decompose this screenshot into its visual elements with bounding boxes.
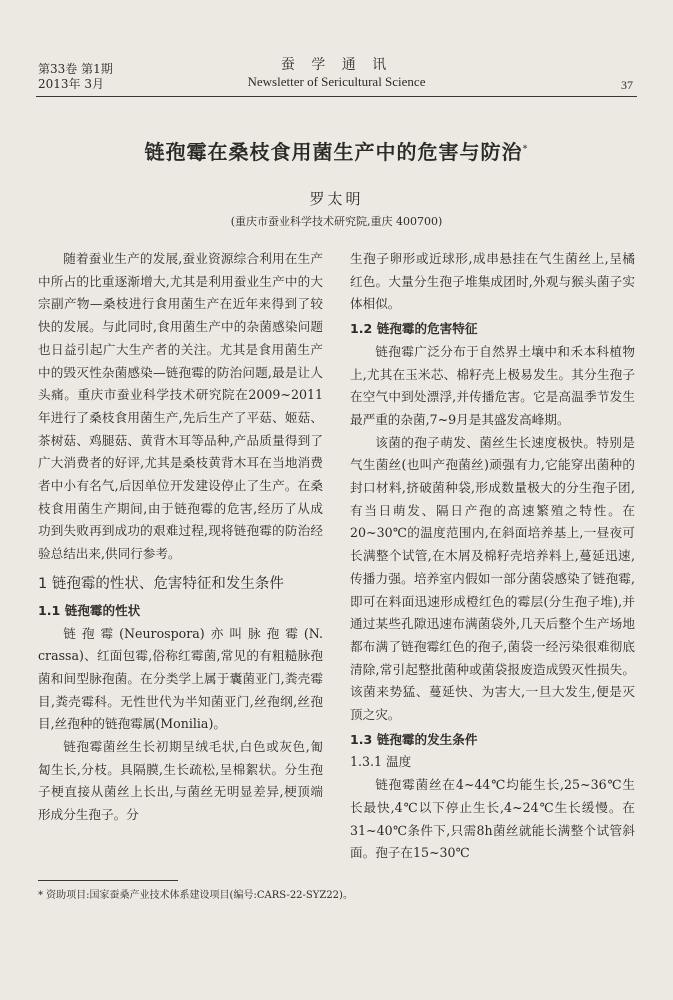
right-column	[350, 248, 635, 865]
journal-name	[200, 56, 473, 90]
paragraph-1-3-1: 链孢霉菌丝在4~44℃均能生长,25~36℃生长最快,4℃以下停止生长,4~24℃生长缓慢。在31~40℃条件下,只需8h菌丝就能长满整个试管斜面。孢子在15~30℃	[350, 777, 635, 861]
funding-footnote: * 资助项目:国家蚕桑产业技术体系建设项目(编号:CARS-22-SYZ22)。	[38, 890, 353, 901]
left-column	[38, 248, 323, 827]
article-title	[0, 136, 673, 165]
journal-issue-info	[38, 62, 113, 92]
journal-name-en: Newsletter of Sericultural Science	[247, 74, 426, 89]
issue-date: 2013年 3月	[38, 77, 104, 91]
footnote-divider	[38, 880, 178, 881]
paragraph-1-2a: 链孢霉广泛分布于自然界土壤中和禾本科植物上,尤其在玉米芯、棉籽壳上极易发生。其分生孢子在空气中到处漂浮,并传播危害。它是高温季节发生最严重的杂菌,7~9月是其盛发高峰期。	[350, 343, 635, 427]
paragraph-1-1a: 链孢霉(Neurospora)亦叫脉孢霉(N. crassa)、红面包霉,俗称红霉菌,常见的有粗糙脉孢菌和间型脉孢菌。在分类学上属于囊菌亚门,粪壳霉目,粪壳霉科。无性世代为半知菌亚门,丝孢纲,丝孢目,丝孢种的链孢霉属(Monilia)。	[38, 625, 323, 732]
paragraph-1-1c: 生孢子卵形或近球形,成串悬挂在气生菌丝上,呈橘红色。大量分生孢子堆集成团时,外观与猴头菌子实体相似。	[350, 251, 635, 312]
subsection-heading-1-1: 1.1 链孢霉的性状	[38, 602, 141, 618]
subsection-heading-1-2: 1.2 链孢霉的危害特征	[350, 321, 478, 337]
page-number: 37	[621, 78, 633, 92]
author-affiliation: (重庆市蚕业科学技术研究院,重庆 400700)	[230, 215, 443, 228]
subsection-heading-1-3: 1.3 链孢霉的发生条件	[350, 731, 478, 747]
header-divider	[36, 96, 637, 97]
subsection-heading-1-3-1: 1.3.1 温度	[350, 754, 412, 770]
paragraph-1-1b: 链孢霉菌丝生长初期呈绒毛状,白色或灰色,匍匐生长,分枝。具隔膜,生长疏松,呈棉絮状。分生孢子梗直接从菌丝上长出,与菌丝无明显差异,梗顶端形成分生孢子。分	[38, 739, 323, 823]
paragraph-1-2b: 该菌的孢子萌发、菌丝生长速度极快。特别是气生菌丝(也叫产孢菌丝)顽强有力,它能穿出菌种的封口材料,挤破菌种袋,形成数量极大的分生孢子团,有当日萌发、隔日产孢的高速繁殖之特性。在20~30℃的温度范围内,在斜面培养基上,一昼夜可长满整个试管,在木屑及棉籽壳培养料上,蔓延迅速,传播力强。培养室内假如一部分菌袋感染了链孢霉,即可在料面迅速形成橙红色的霉层(分生孢子堆),并通过某些孔隙迅速布满菌袋外,几天后整个生产场地都布满了链孢霉红色的孢子,菌袋一经污染很难彻底清除,常引起整批菌种或菌袋报废造成毁灭性损失。该菌来势猛、蔓延快、为害大,一旦大发生,便是灭顶之灾。	[350, 434, 635, 723]
volume-issue: 第33卷 第1期	[38, 62, 113, 76]
intro-paragraph: 随着蚕业生产的发展,蚕业资源综合利用在生产中所占的比重逐渐增大,尤其是利用蚕业生产中的大宗副产物—桑枝进行食用菌生产在近年来得到了较快的发展。与此同时,食用菌生产中的杂菌感染问题也日益引起广大生产者的关注。尤其是食用菌生产中的毁灭性杂菌感染—链孢霉的防治问题,最是让人头痛。重庆市蚕业科学技术研究院在2009~2011年进行了桑枝食用菌生产,先后生产了平菇、姬菇、茶树菇、鸡腿菇、黄背木耳等品种,产品质量得到了广大消费者的好评,尤其是桑枝黄背木耳在当地消费者中小有名气,后因单位开发建设停止了生产。在桑枝食用菌生产期间,由于链孢霉的危害,经历了从成功到失败再到成功的艰难过程,现将链孢霉的防治经验总结出来,供同行参考。	[38, 251, 323, 562]
article-title-text: 链孢霉在桑枝食用菌生产中的危害与防治	[144, 140, 523, 164]
journal-name-cn: 蚕 学 通 讯	[280, 57, 393, 73]
section-heading-1: 1 链孢霉的性状、危害特征和发生条件	[38, 575, 284, 592]
author-name: 罗太明	[309, 190, 364, 208]
funding-mark: *	[522, 143, 529, 155]
